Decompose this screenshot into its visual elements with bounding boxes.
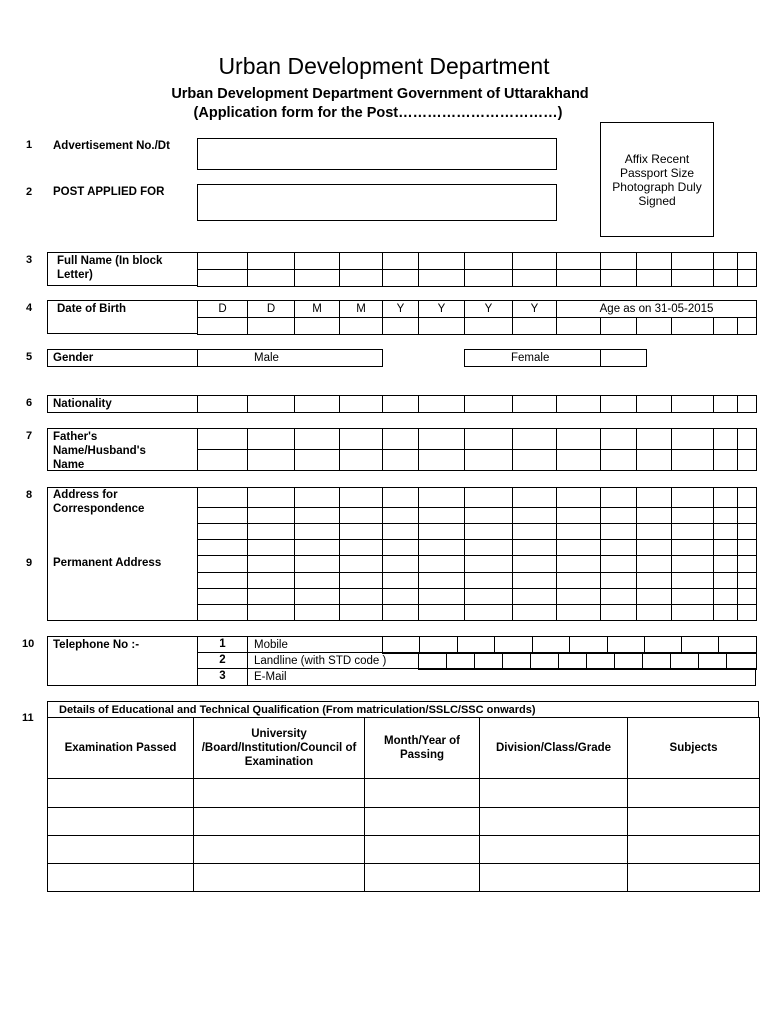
column-header: Division/Class/Grade: [480, 718, 628, 779]
telephone-label-box: [47, 636, 198, 686]
page-subtitle: Urban Development Department Government of Uttarakhand: [171, 86, 589, 102]
dob-header: Y: [465, 301, 513, 318]
dob-header: M: [295, 301, 340, 318]
qualification-table: [47, 717, 760, 892]
phone-row-number: 1: [197, 636, 248, 653]
qualification-caption-cell: [47, 701, 759, 718]
gender-female-option[interactable]: [464, 349, 601, 367]
table-row: [48, 836, 760, 864]
nationality-label: Nationality: [53, 398, 112, 410]
gender-female-label: Female: [511, 352, 550, 364]
mobile-label-cell: [247, 636, 383, 653]
qualification-caption: Details of Educational and Technical Qualification (From matriculation/SSLC/SSC onwards): [59, 704, 536, 716]
phone-row-number: 3: [197, 668, 248, 686]
dob-header: D: [248, 301, 295, 318]
dob-grid[interactable]: [197, 300, 757, 335]
gender-female-check[interactable]: [600, 349, 647, 367]
dob-header: Y: [383, 301, 419, 318]
field-number-11: 11: [22, 712, 34, 724]
mobile-label: Mobile: [254, 639, 288, 651]
address-grid[interactable]: [197, 487, 757, 621]
dob-label-box: [47, 300, 198, 334]
field-number-1: 1: [26, 139, 33, 151]
correspondence-address-label: Address for Correspondence: [53, 489, 145, 515]
column-header: University /Board/Institution/Council of Examination: [194, 718, 365, 779]
phone-row-number: 2: [197, 652, 248, 669]
table-row: [48, 779, 760, 808]
post-line: (Application form for the Post……………………………): [193, 105, 563, 121]
father-name-label-box: [47, 428, 198, 471]
photo-instruction: Affix Recent Passport Size Photograph Duly Signed: [612, 151, 702, 208]
father-name-label: Father's Name/Husband's Name: [53, 431, 146, 471]
column-header: Month/Year of Passing: [365, 718, 480, 779]
table-row: [48, 864, 760, 892]
photo-box[interactable]: [600, 122, 714, 237]
field-number-8: 8: [26, 489, 33, 501]
dob-header: Y: [419, 301, 465, 318]
permanent-address-label: Permanent Address: [53, 557, 162, 569]
post-applied-label: POST APPLIED FOR: [53, 186, 165, 198]
field-number-2: 2: [26, 186, 33, 198]
field-number-7: 7: [26, 430, 33, 442]
age-header: Age as on 31-05-2015: [557, 301, 757, 318]
email-label: E-Mail: [254, 671, 287, 683]
full-name-label: Full Name (In block Letter): [57, 255, 163, 281]
field-number-4: 4: [26, 302, 33, 314]
dob-header: D: [198, 301, 248, 318]
page-title: Urban Development Department: [218, 53, 550, 79]
email-input[interactable]: [247, 668, 756, 686]
post-applied-input[interactable]: [197, 184, 557, 221]
nationality-label-box: [47, 395, 198, 413]
father-name-grid[interactable]: [197, 428, 757, 471]
landline-label-cell: [247, 652, 419, 669]
full-name-label-box: [47, 252, 198, 286]
gender-label-box: [47, 349, 198, 367]
gender-male-label: Male: [254, 352, 279, 364]
advertisement-input[interactable]: [197, 138, 557, 170]
column-header: Subjects: [628, 718, 760, 779]
gender-label: Gender: [53, 352, 94, 364]
field-number-5: 5: [26, 351, 33, 363]
telephone-label: Telephone No :-: [53, 639, 140, 651]
landline-label: Landline (with STD code ): [254, 655, 387, 667]
column-header: Examination Passed: [48, 718, 194, 779]
field-number-6: 6: [26, 397, 33, 409]
field-number-10: 10: [22, 638, 35, 650]
full-name-grid[interactable]: [197, 252, 757, 287]
dob-header: M: [340, 301, 383, 318]
nationality-grid[interactable]: [197, 395, 757, 413]
advertisement-label: Advertisement No./Dt: [53, 140, 170, 152]
field-number-3: 3: [26, 254, 33, 266]
field-number-9: 9: [26, 557, 33, 569]
dob-label: Date of Birth: [57, 303, 126, 315]
dob-header: Y: [513, 301, 557, 318]
gender-male-option[interactable]: [197, 349, 383, 367]
table-row: [48, 808, 760, 836]
